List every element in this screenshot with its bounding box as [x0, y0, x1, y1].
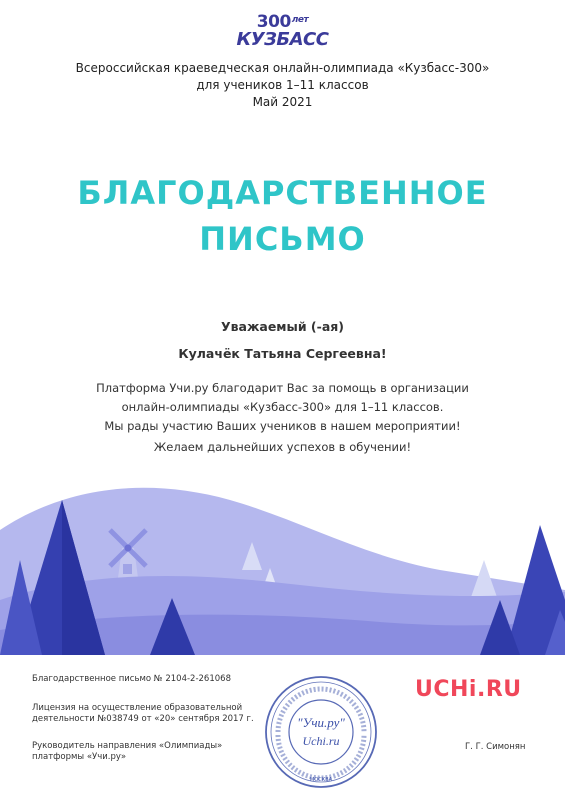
body-line-1: Платформа Учи.ру благодарит Вас за помощь в организации [96, 381, 469, 395]
header-line-3: Май 2021 [252, 95, 313, 109]
license-line-2: деятельности №038749 от «20» сентября 2017 г. [32, 714, 254, 724]
certificate-footer [0, 655, 565, 800]
title-line-2: ПИСЬМО [199, 220, 366, 258]
letter-body [0, 379, 565, 436]
body-line-3: Мы рады участию Ваших учеников в нашем мероприятии! [104, 419, 461, 433]
position-line-2: платформы «Учи.ру» [32, 752, 127, 762]
signatory-name: Г. Г. Симонян [465, 742, 526, 752]
olympiad-header [0, 60, 565, 111]
stamp-city: МОСКВА [309, 777, 333, 783]
document-title [0, 170, 565, 262]
header-line-1: Всероссийская краеведческая онлайн-олимпиада «Кузбасс-300» [75, 61, 490, 75]
kuzbass-300-logo [0, 12, 565, 49]
logo-years: лет [291, 15, 309, 25]
license-line-1: Лицензия на осуществление образовательной [32, 703, 243, 713]
recipient-name: Кулачёк Татьяна Сергеевна! [178, 346, 387, 361]
license-info [32, 703, 254, 725]
header-line-2: для учеников 1–11 классов [196, 78, 369, 92]
signer-position [32, 741, 222, 763]
logo-number: 300 [256, 12, 291, 32]
greeting: Уважаемый (-ая) [220, 319, 345, 334]
position-line-1: Руководитель направления «Олимпиады» [32, 741, 223, 751]
stamp-text-bottom: Uchi.ru [302, 734, 340, 748]
company-stamp-icon [262, 673, 380, 791]
body-line-2: онлайн-олимпиады «Кузбасс-300» для 1–11 классов. [121, 400, 444, 414]
title-line-1: БЛАГОДАРСТВЕННОЕ [77, 174, 488, 212]
uchi-ru-logo: UCHi.RU [415, 677, 522, 702]
document-number: Благодарственное письмо № 2104-2-261068 [32, 674, 231, 684]
stamp-text-top: "Учи.ру" [297, 715, 345, 730]
closing-wish: Желаем дальнейших успехов в обучении! [153, 440, 412, 454]
logo-region: КУЗБАСС [236, 29, 329, 50]
landscape-illustration [0, 460, 565, 655]
